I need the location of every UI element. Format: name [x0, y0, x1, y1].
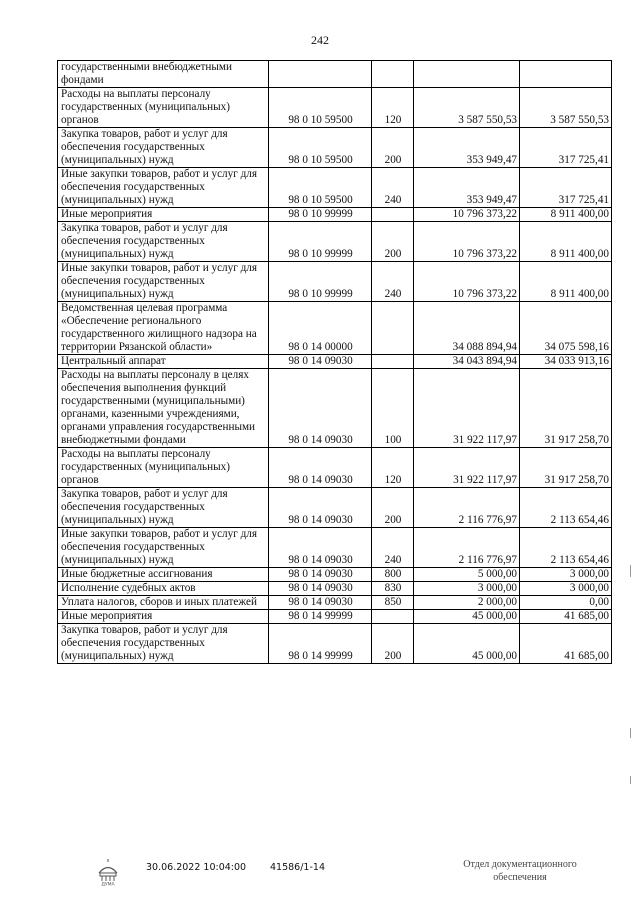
row-amount-2: 8 911 400,00 — [520, 208, 612, 222]
table-row — [58, 302, 612, 355]
footer-dept-line1: Отдел документационного — [463, 859, 577, 870]
table-row — [58, 262, 612, 302]
row-code: 98 0 14 09030 — [269, 596, 372, 610]
row-amount-2: 34 033 913,16 — [520, 355, 612, 369]
table-row — [58, 624, 612, 664]
row-expense-type — [372, 302, 414, 355]
row-amount-1: 10 796 373,22 — [414, 208, 520, 222]
row-code: 98 0 10 99999 — [269, 208, 372, 222]
row-amount-2: 41 685,00 — [520, 610, 612, 624]
row-amount-1: 2 116 776,97 — [414, 528, 520, 568]
row-name: Иные мероприятия — [58, 208, 269, 222]
row-name: Иные мероприятия — [58, 610, 269, 624]
row-code: 98 0 14 09030 — [269, 528, 372, 568]
row-expense-type: 200 — [372, 128, 414, 168]
row-expense-type — [372, 355, 414, 369]
row-expense-type: 800 — [372, 568, 414, 582]
row-name: Иные бюджетные ассигнования — [58, 568, 269, 582]
table-row — [58, 88, 612, 128]
row-name: Расходы на выплаты персоналу государственных (муниципальных) органов — [58, 88, 269, 128]
row-amount-2: 3 587 550,53 — [520, 88, 612, 128]
row-name: Ведомственная целевая программа «Обеспечение регионального государственного жилищного надзора на территории Рязанской области» — [58, 302, 269, 355]
table-row — [58, 168, 612, 208]
row-code: 98 0 14 99999 — [269, 610, 372, 624]
row-amount-2: 317 725,41 — [520, 168, 612, 208]
row-amount-1: 34 043 894,94 — [414, 355, 520, 369]
row-name: Закупка товаров, работ и услуг для обеспечения государственных (муниципальных) нужд — [58, 128, 269, 168]
table-row — [58, 128, 612, 168]
row-amount-1: 2 000,00 — [414, 596, 520, 610]
row-expense-type: 200 — [372, 488, 414, 528]
row-amount-1: 10 796 373,22 — [414, 262, 520, 302]
table-row — [58, 208, 612, 222]
row-amount-2: 0,00 — [520, 596, 612, 610]
row-expense-type: 120 — [372, 88, 414, 128]
table-row — [58, 596, 612, 610]
scan-edge-mark — [630, 728, 631, 738]
row-expense-type: 100 — [372, 369, 414, 448]
table-row — [58, 222, 612, 262]
row-amount-1: 3 000,00 — [414, 582, 520, 596]
duma-stamp-icon — [93, 856, 123, 886]
row-amount-2 — [520, 61, 612, 88]
table-row — [58, 568, 612, 582]
row-amount-1: 353 949,47 — [414, 128, 520, 168]
footer-dept-line2: обеспечения — [493, 872, 547, 883]
row-amount-1 — [414, 61, 520, 88]
row-expense-type: 830 — [372, 582, 414, 596]
row-code: 98 0 10 99999 — [269, 222, 372, 262]
row-amount-2: 8 911 400,00 — [520, 262, 612, 302]
row-expense-type — [372, 208, 414, 222]
row-expense-type: 200 — [372, 624, 414, 664]
row-code: 98 0 14 09030 — [269, 369, 372, 448]
row-amount-1: 10 796 373,22 — [414, 222, 520, 262]
row-amount-2: 2 113 654,46 — [520, 488, 612, 528]
row-name: Закупка товаров, работ и услуг для обеспечения государственных (муниципальных) нужд — [58, 624, 269, 664]
row-code: 98 0 14 09030 — [269, 355, 372, 369]
footer-reg-number: 41586/1-14 — [270, 862, 325, 873]
row-code: 98 0 14 00000 — [269, 302, 372, 355]
row-amount-1: 31 922 117,97 — [414, 369, 520, 448]
row-name: Закупка товаров, работ и услуг для обеспечения государственных (муниципальных) нужд — [58, 222, 269, 262]
scan-edge-mark — [630, 565, 631, 577]
row-amount-1: 353 949,47 — [414, 168, 520, 208]
row-name: Закупка товаров, работ и услуг для обеспечения государственных (муниципальных) нужд — [58, 488, 269, 528]
row-name: Уплата налогов, сборов и иных платежей — [58, 596, 269, 610]
row-name: государственными внебюджетными фондами — [58, 61, 269, 88]
row-amount-1: 3 587 550,53 — [414, 88, 520, 128]
row-code: 98 0 10 59500 — [269, 88, 372, 128]
row-expense-type: 240 — [372, 168, 414, 208]
row-expense-type — [372, 610, 414, 624]
row-amount-2: 317 725,41 — [520, 128, 612, 168]
row-amount-2: 8 911 400,00 — [520, 222, 612, 262]
row-amount-1: 2 116 776,97 — [414, 488, 520, 528]
table-row — [58, 528, 612, 568]
stamp-label: ДУМА — [101, 882, 115, 886]
row-expense-type: 200 — [372, 222, 414, 262]
row-amount-1: 45 000,00 — [414, 610, 520, 624]
scan-edge-mark — [630, 776, 631, 784]
footer-department-stamp — [440, 858, 600, 884]
row-expense-type: 240 — [372, 262, 414, 302]
row-amount-2: 3 000,00 — [520, 582, 612, 596]
row-code: 98 0 14 99999 — [269, 624, 372, 664]
table-row — [58, 582, 612, 596]
row-amount-1: 34 088 894,94 — [414, 302, 520, 355]
footer-date: 30.06.2022 10:04:00 — [146, 862, 247, 873]
row-code — [269, 61, 372, 88]
row-amount-2: 31 917 258,70 — [520, 448, 612, 488]
row-amount-1: 5 000,00 — [414, 568, 520, 582]
row-amount-2: 31 917 258,70 — [520, 369, 612, 448]
page-number: 242 — [311, 33, 329, 47]
row-expense-type: 240 — [372, 528, 414, 568]
row-amount-2: 34 075 598,16 — [520, 302, 612, 355]
row-expense-type: 850 — [372, 596, 414, 610]
row-name: Расходы на выплаты персоналу в целях обеспечения выполнения функций государственными (муниципальными) органами, казенными учреждениями, органами управления государственными внебюджетными фондами — [58, 369, 269, 448]
row-name: Иные закупки товаров, работ и услуг для обеспечения государственных (муниципальных) нужд — [58, 262, 269, 302]
table-row — [58, 488, 612, 528]
row-amount-2: 3 000,00 — [520, 568, 612, 582]
row-amount-1: 31 922 117,97 — [414, 448, 520, 488]
row-amount-2: 41 685,00 — [520, 624, 612, 664]
row-name: Центральный аппарат — [58, 355, 269, 369]
budget-table — [57, 60, 612, 664]
row-expense-type — [372, 61, 414, 88]
row-code: 98 0 14 09030 — [269, 568, 372, 582]
row-name: Иные закупки товаров, работ и услуг для обеспечения государственных (муниципальных) нужд — [58, 528, 269, 568]
row-amount-1: 45 000,00 — [414, 624, 520, 664]
row-code: 98 0 10 99999 — [269, 262, 372, 302]
row-name: Исполнение судебных актов — [58, 582, 269, 596]
row-code: 98 0 14 09030 — [269, 488, 372, 528]
row-expense-type: 120 — [372, 448, 414, 488]
row-code: 98 0 14 09030 — [269, 448, 372, 488]
row-name: Иные закупки товаров, работ и услуг для обеспечения государственных (муниципальных) нужд — [58, 168, 269, 208]
table-row — [58, 369, 612, 448]
table-row — [58, 355, 612, 369]
table-row — [58, 448, 612, 488]
row-code: 98 0 10 59500 — [269, 128, 372, 168]
table-row — [58, 61, 612, 88]
row-code: 98 0 10 59500 — [269, 168, 372, 208]
table-row — [58, 610, 612, 624]
row-name: Расходы на выплаты персоналу государственных (муниципальных) органов — [58, 448, 269, 488]
row-code: 98 0 14 09030 — [269, 582, 372, 596]
budget-table-body — [58, 61, 612, 664]
row-amount-2: 2 113 654,46 — [520, 528, 612, 568]
